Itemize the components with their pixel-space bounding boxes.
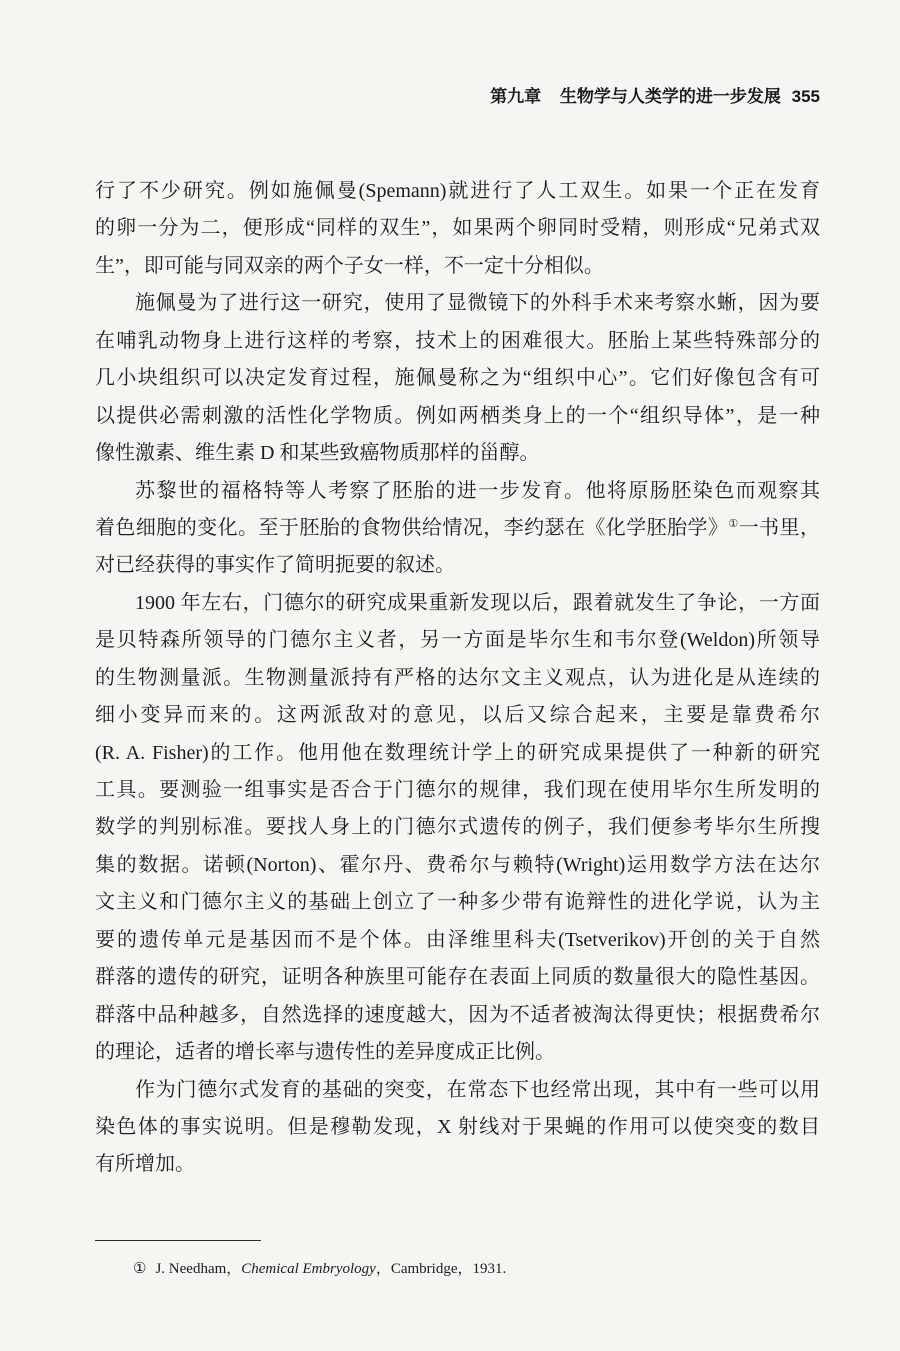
text-line: 群落的遗传的研究，证明各种族里可能存在表面上同质的数量很大的隐性基因。 — [95, 966, 820, 989]
text-line: 数学的判别标准。要找人身上的门德尔式遗传的例子，我们便参考毕尔生所搜 — [95, 816, 820, 839]
text-line: 生”，即可能与同双亲的两个子女一样，不一定十分相似。 — [95, 254, 604, 277]
text-line: 的卵一分为二，便形成“同样的双生”，如果两个卵同时受精，则形成“兄弟式双 — [95, 217, 820, 240]
footnote-author: J. Needham， — [155, 1261, 242, 1277]
text-line: 的生物测量派。生物测量派持有严格的达尔文主义观点，认为进化是从连续的 — [95, 666, 820, 689]
running-header — [490, 86, 820, 108]
text-line: 集的数据。诺顿(Norton)、霍尔丹、费希尔与赖特(Wright)运用数学方法在达尔 — [95, 853, 820, 876]
page-number: 355 — [791, 87, 820, 106]
text-line: 行了不少研究。例如施佩曼(Spemann)就进行了人工双生。如果一个正在发育 — [95, 180, 820, 202]
footnote-ref[interactable]: ① — [728, 517, 739, 530]
text-line: 施佩曼为了进行这一研究，使用了显微镜下的外科手术来考察水蜥，因为要 — [135, 292, 820, 315]
text-line: 群落中品种越多，自然选择的速度越大，因为不适者被淘汰得更快；根据费希尔 — [95, 1003, 820, 1026]
text-line: 1900 年左右，门德尔的研究成果重新发现以后，跟着就发生了争论，一方面 — [135, 591, 820, 614]
text-segment: 着色细胞的变化。至于胚胎的食物供给情况，李约瑟在《化学胚胎学》 — [95, 516, 729, 539]
text-line: 要的遗传单元是基因而不是个体。由泽维里科夫(Tsetverikov)开创的关于自然 — [95, 928, 820, 951]
text-line: (R. A. Fisher)的工作。他用他在数理统计学上的研究成果提供了一种新的研究 — [95, 741, 820, 764]
text-line — [95, 510, 820, 547]
footnote-rule — [95, 1240, 261, 1241]
text-line: 像性激素、维生素 D 和某些致癌物质那样的甾醇。 — [95, 442, 540, 465]
text-line: 染色体的事实说明。但是穆勒发现，X 射线对于果蝇的作用可以使突变的数目 — [95, 1115, 820, 1138]
text-segment: 一书里， — [738, 516, 820, 539]
text-line: 工具。要测验一组事实是否合于门德尔的规律，我们现在使用毕尔生所发明的 — [95, 779, 820, 801]
footnote-marker: ① — [133, 1261, 147, 1277]
text-line: 是贝特森所领导的门德尔主义者，另一方面是毕尔生和韦尔登(Weldon)所领导 — [95, 629, 820, 652]
chapter-title: 生物学与人类学的进一步发展 — [559, 87, 781, 106]
footnote — [133, 1258, 506, 1280]
text-line: 苏黎世的福格特等人考察了胚胎的进一步发育。他将原肠胚染色而观察其 — [135, 479, 820, 502]
text-line: 细小变异而来的。这两派敌对的意见，以后又综合起来，主要是靠费希尔 — [95, 704, 820, 727]
text-line: 有所增加。 — [95, 1153, 195, 1176]
paragraph — [95, 473, 820, 585]
body-text — [95, 173, 820, 1184]
text-line: 作为门德尔式发育的基础的突变，在常态下也经常出现，其中有一些可以用 — [135, 1078, 820, 1101]
paragraph — [95, 173, 820, 285]
text-line: 在哺乳动物身上进行这样的考察，技术上的困难很大。胚胎上某些特殊部分的 — [95, 329, 820, 352]
text-line: 几小块组织可以决定发育过程，施佩曼称之为“组织中心”。它们好像包含有可 — [95, 367, 820, 390]
footnote-details: ，Cambridge，1931. — [375, 1261, 507, 1277]
text-line: 以提供必需刺激的活性化学物质。例如两栖类身上的一个“组织导体”，是一种 — [95, 404, 820, 427]
paragraph — [95, 285, 820, 472]
chapter-label: 第九章 — [490, 87, 542, 106]
text-line: 的理论，适者的增长率与遗传性的差异度成正比例。 — [95, 1041, 555, 1064]
text-line: 文主义和门德尔主义的基础上创立了一种多少带有诡辩性的进化学说，认为主 — [95, 891, 820, 914]
paragraph — [95, 585, 820, 1072]
paragraph — [95, 1072, 820, 1184]
text-line: 对已经获得的事实作了简明扼要的叙述。 — [95, 554, 455, 577]
footnote-book-title: Chemical Embryology — [241, 1261, 376, 1277]
